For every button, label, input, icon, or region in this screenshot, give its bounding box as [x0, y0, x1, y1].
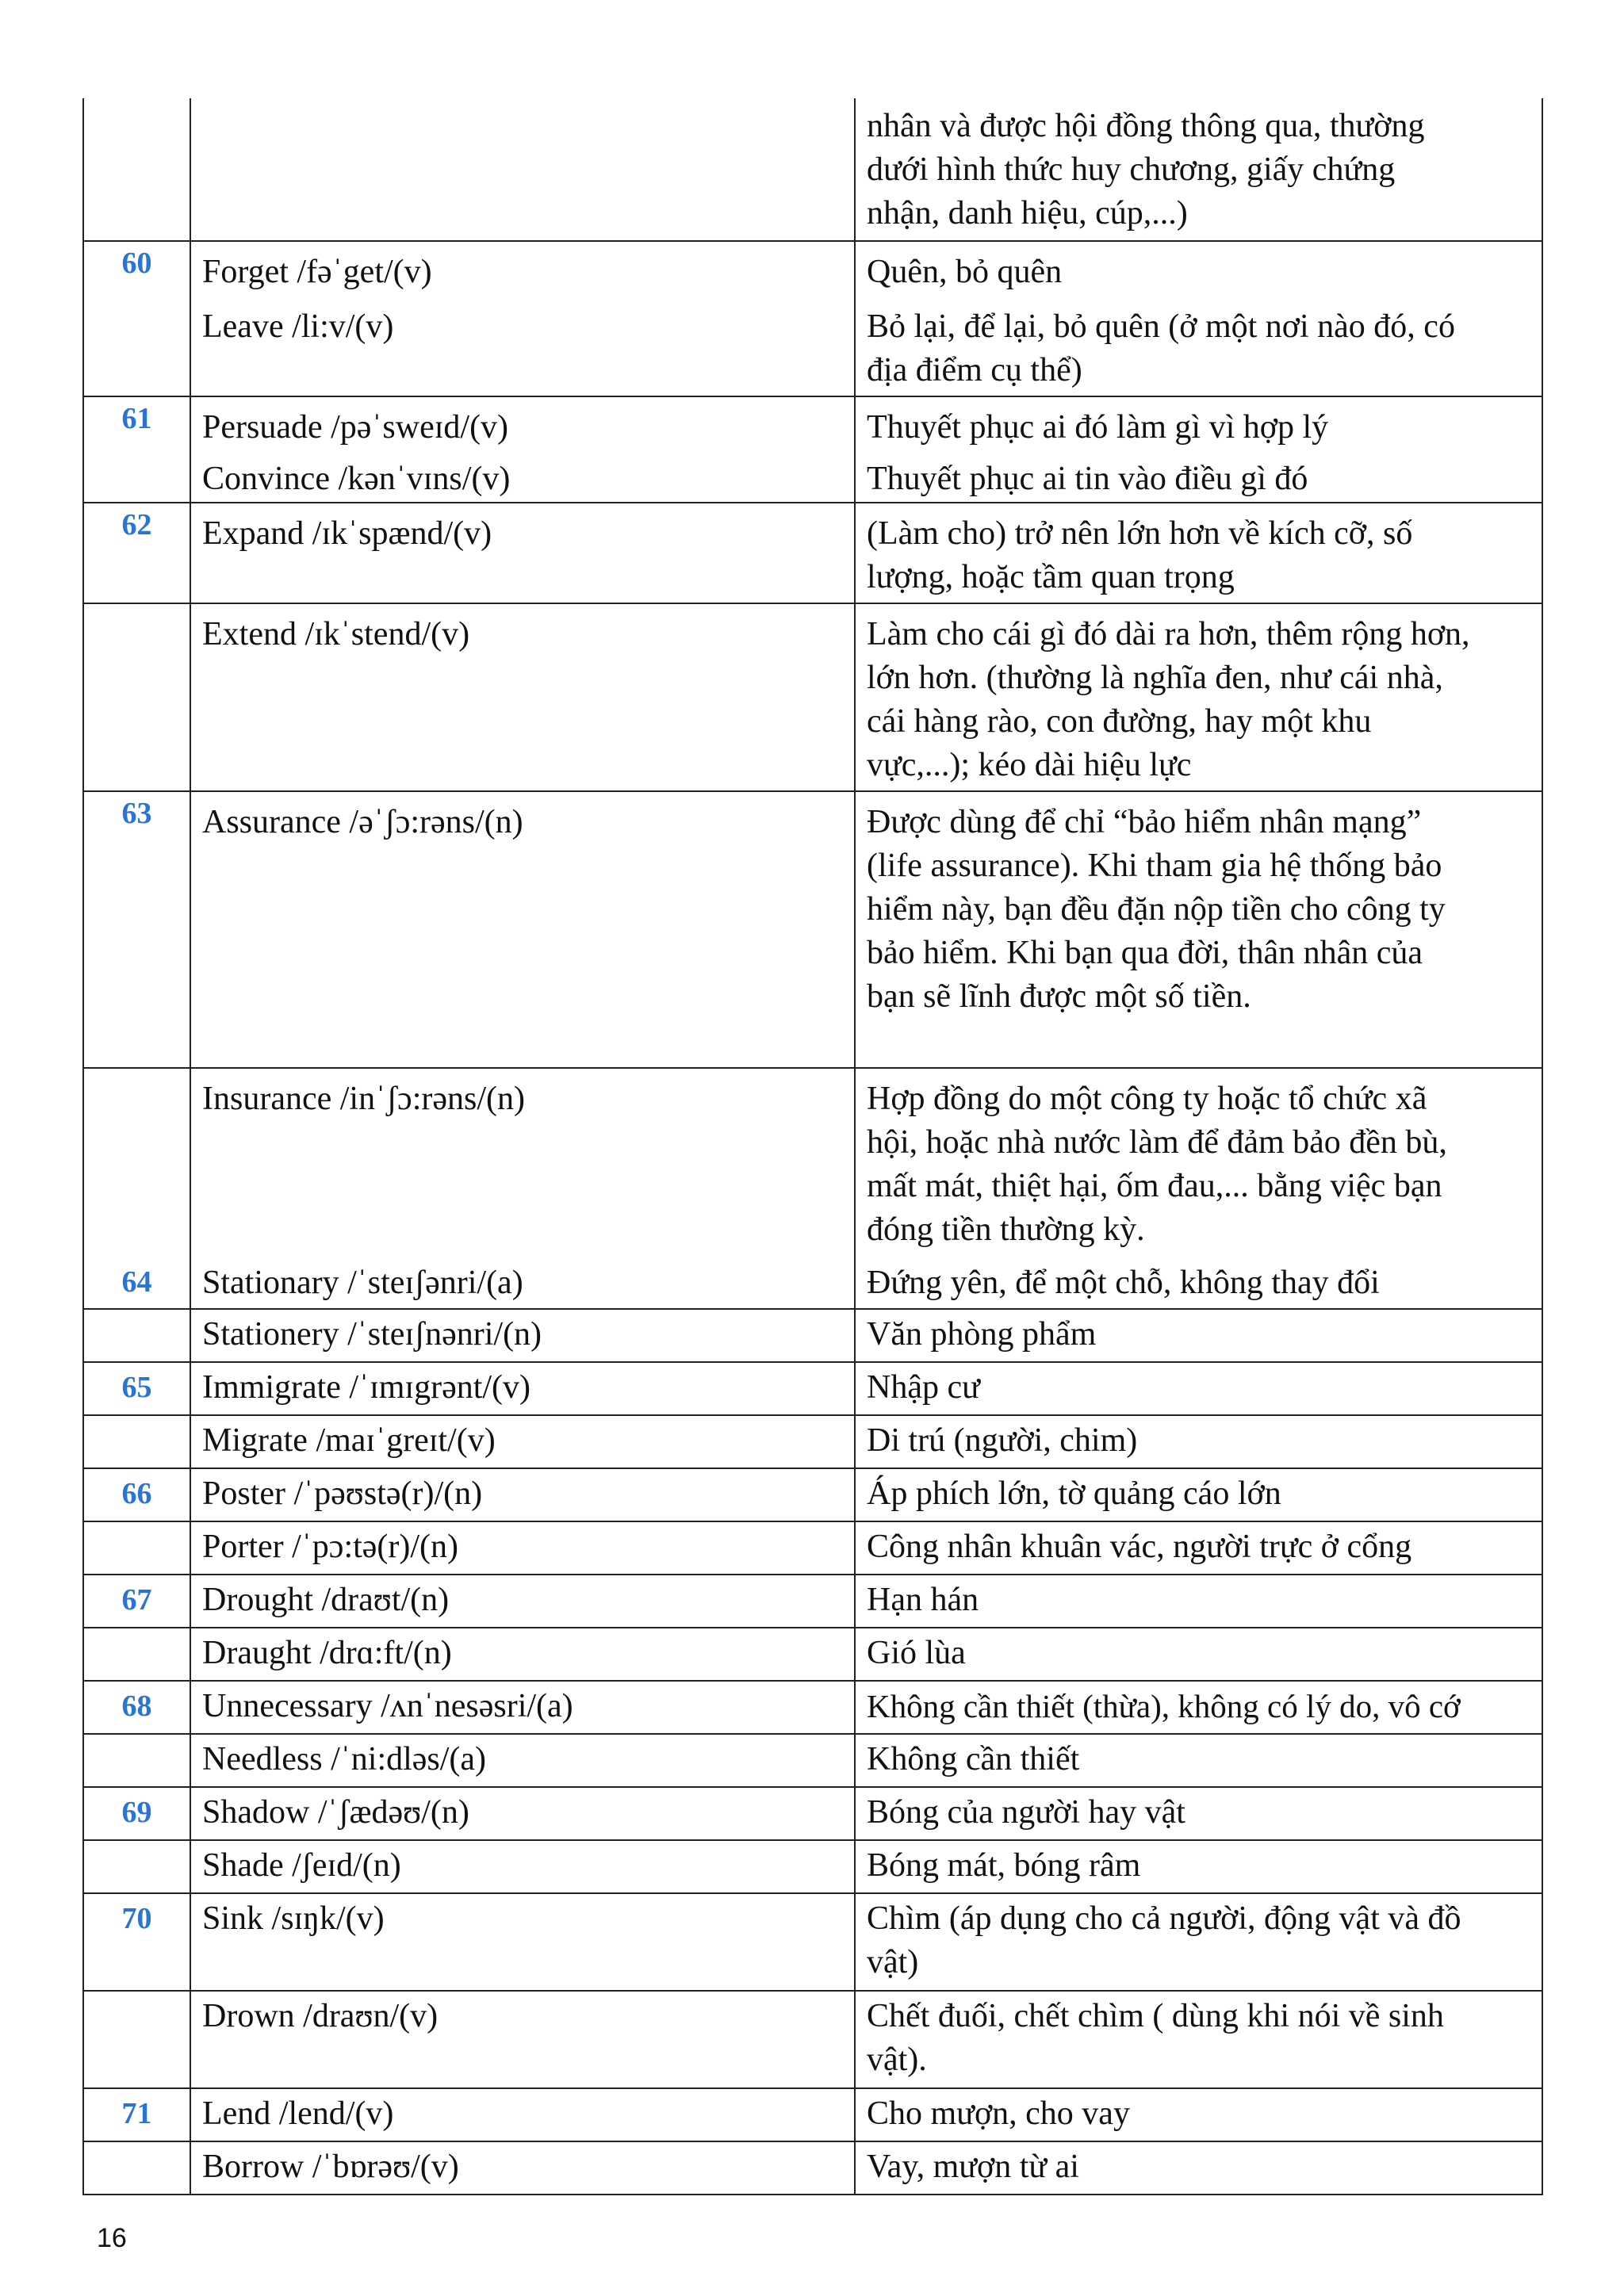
row-number: 67 — [83, 1575, 190, 1628]
row-number: 62 — [83, 503, 190, 603]
meaning-line: (Làm cho) trở nên lớn hơn về kích cỡ, số — [867, 515, 1413, 552]
meaning-line: đóng tiền thường kỳ. — [867, 1211, 1145, 1248]
word-entry: Convince /kənˈvɪns/(v) — [202, 461, 511, 497]
meaning-cell — [855, 1840, 1542, 1893]
word-cell — [190, 1068, 855, 1309]
meaning-cell — [855, 1575, 1542, 1628]
row-number: 63 — [83, 791, 190, 1068]
meaning-cell — [855, 603, 1542, 791]
row-number: 66 — [83, 1468, 190, 1521]
row-number: 70 — [83, 1893, 190, 1991]
meaning-cell — [855, 1787, 1542, 1840]
meaning-line: (life assurance). Khi tham gia hệ thống bảo — [867, 848, 1442, 884]
vocabulary-table — [82, 98, 1543, 2195]
meaning-line: Công nhân khuân vác, người trực ở cổng — [867, 1529, 1412, 1565]
word-entry: Sink /sɪŋk/(v) — [202, 1900, 385, 1937]
meaning-line: lớn hơn. (thường là nghĩa đen, như cái nhà, — [867, 660, 1443, 696]
table-row — [83, 791, 1542, 1068]
word-cell — [190, 791, 855, 1068]
word-cell — [190, 1575, 855, 1628]
row-number: 71 — [83, 2088, 190, 2141]
word-entry: Leave /li:v/(v) — [202, 308, 394, 345]
meaning-line: dưới hình thức huy chương, giấy chứng — [867, 151, 1396, 188]
row-number: 64 — [121, 1265, 152, 1299]
word-cell — [190, 503, 855, 603]
meaning-cell — [855, 1893, 1542, 1991]
word-entry: Persuade /pəˈsweɪd/(v) — [202, 409, 509, 446]
word-cell — [190, 1468, 855, 1521]
meaning-line: vật) — [867, 1944, 919, 1980]
word-cell — [190, 1840, 855, 1893]
table-row — [83, 1309, 1542, 1362]
table-row — [83, 1991, 1542, 2088]
meaning-cell — [855, 1415, 1542, 1468]
meaning-line: Không cần thiết — [867, 1741, 1080, 1777]
word-entry: Draught /drɑ:ft/(n) — [202, 1635, 452, 1671]
meaning-line: Bóng của người hay vật — [867, 1794, 1185, 1831]
table-row — [83, 503, 1542, 603]
meaning-cell — [855, 1628, 1542, 1681]
table-row — [83, 1575, 1542, 1628]
table-row — [83, 2088, 1542, 2141]
row-number-cell — [83, 98, 190, 241]
word-entry: Forget /fəˈget/(v) — [202, 254, 432, 290]
meaning-line: nhận, danh hiệu, cúp,...) — [867, 195, 1188, 232]
row-number: 68 — [83, 1681, 190, 1734]
meaning-line: bảo hiểm. Khi bạn qua đời, thân nhân của — [867, 935, 1423, 971]
row-number: 60 — [83, 241, 190, 396]
table-row — [83, 396, 1542, 503]
meaning-line: Bỏ lại, để lại, bỏ quên (ở một nơi nào đó, có — [867, 308, 1455, 345]
meaning-cell — [855, 1991, 1542, 2088]
table-row — [83, 1734, 1542, 1787]
word-entry: Drought /draʊt/(n) — [202, 1582, 450, 1618]
row-number-cell — [83, 1840, 190, 1893]
meaning-line: vật). — [867, 2042, 927, 2078]
word-entry: Immigrate /ˈɪmɪgrənt/(v) — [202, 1369, 531, 1406]
meaning-line: Thuyết phục ai tin vào điều gì đó — [867, 461, 1308, 497]
word-cell — [190, 1628, 855, 1681]
meaning-cell — [855, 503, 1542, 603]
meaning-cell — [855, 1681, 1542, 1734]
table-row — [83, 2141, 1542, 2195]
meaning-line: nhân và được hội đồng thông qua, thường — [867, 108, 1425, 144]
table-row — [83, 1068, 1542, 1309]
meaning-line: mất mát, thiệt hại, ốm đau,... bằng việc bạn — [867, 1168, 1442, 1204]
word-cell — [190, 396, 855, 503]
meaning-line: Gió lùa — [867, 1635, 966, 1671]
meaning-line: bạn sẽ lĩnh được một số tiền. — [867, 978, 1251, 1015]
row-number-cell — [83, 603, 190, 791]
word-cell — [190, 241, 855, 396]
meaning-line: Hợp đồng do một công ty hoặc tổ chức xã — [867, 1081, 1427, 1117]
table-row — [83, 1893, 1542, 1991]
meaning-cell — [855, 1521, 1542, 1575]
meaning-line: Di trú (người, chim) — [867, 1422, 1138, 1459]
row-number-cell — [83, 1309, 190, 1362]
meaning-line: Văn phòng phẩm — [867, 1316, 1097, 1353]
row-number-cell — [83, 2141, 190, 2195]
word-cell — [190, 1362, 855, 1415]
word-cell — [190, 2088, 855, 2141]
table-row — [83, 1681, 1542, 1734]
word-entry: Shadow /ˈʃædəʊ/(n) — [202, 1794, 469, 1831]
meaning-line: cái hàng rào, con đường, hay một khu — [867, 703, 1372, 740]
word-cell — [190, 1991, 855, 2088]
meaning-line: Không cần thiết (thừa), không có lý do, vô cớ — [867, 1688, 1461, 1724]
meaning-line: Bóng mát, bóng râm — [867, 1847, 1141, 1884]
meaning-line: Thuyết phục ai đó làm gì vì hợp lý — [867, 409, 1329, 446]
meaning-cell — [855, 2088, 1542, 2141]
word-cell — [190, 1681, 855, 1734]
meaning-cell — [855, 2141, 1542, 2195]
table-row — [83, 241, 1542, 396]
word-entry: Porter /ˈpɔ:tə(r)/(n) — [202, 1529, 459, 1565]
word-entry: Drown /draʊn/(v) — [202, 1998, 439, 2034]
word-entry: Poster /ˈpəʊstə(r)/(n) — [202, 1475, 483, 1512]
meaning-line: địa điểm cụ thể) — [867, 352, 1082, 388]
page-number: 16 — [97, 2223, 127, 2253]
meaning-line: hiểm này, bạn đều đặn nộp tiền cho công ty — [867, 891, 1446, 928]
word-entry: Shade /ʃeɪd/(n) — [202, 1847, 401, 1884]
word-entry: Lend /lend/(v) — [202, 2095, 394, 2132]
meaning-line: Cho mượn, cho vay — [867, 2095, 1130, 2132]
meaning-cell — [855, 791, 1542, 1068]
word-cell — [190, 1734, 855, 1787]
table-row — [83, 603, 1542, 791]
meaning-line: Áp phích lớn, tờ quảng cáo lớn — [867, 1475, 1281, 1512]
meaning-line: Đứng yên, để một chỗ, không thay đổi — [867, 1265, 1380, 1301]
table-row — [83, 98, 1542, 241]
meaning-line: Nhập cư — [867, 1369, 980, 1406]
meaning-cell — [855, 1468, 1542, 1521]
meaning-cell — [855, 1068, 1542, 1309]
word-cell — [190, 603, 855, 791]
row-number: 61 — [83, 396, 190, 503]
table-row — [83, 1415, 1542, 1468]
meaning-line: Vay, mượn từ ai — [867, 2149, 1079, 2185]
meaning-cell — [855, 1362, 1542, 1415]
row-number: 65 — [83, 1362, 190, 1415]
meaning-line: Quên, bỏ quên — [867, 254, 1063, 290]
table-row — [83, 1628, 1542, 1681]
word-cell — [190, 98, 855, 241]
meaning-cell — [855, 241, 1542, 396]
row-number-cell — [83, 1734, 190, 1787]
word-entry: Stationary /ˈsteɪʃənri/(a) — [202, 1265, 523, 1301]
meaning-line: Làm cho cái gì đó dài ra hơn, thêm rộng hơn, — [867, 616, 1470, 652]
word-entry: Extend /ɪkˈstend/(v) — [202, 616, 470, 652]
meaning-cell — [855, 1734, 1542, 1787]
meaning-line: Hạn hán — [867, 1582, 979, 1618]
table-row — [83, 1787, 1542, 1840]
word-entry: Needless /ˈni:dləs/(a) — [202, 1741, 487, 1777]
meaning-line: lượng, hoặc tầm quan trọng — [867, 559, 1235, 595]
table-row — [83, 1362, 1542, 1415]
word-cell — [190, 1415, 855, 1468]
meaning-line: Chìm (áp dụng cho cả người, động vật và đồ — [867, 1900, 1461, 1937]
word-entry: Assurance /əˈʃɔ:rəns/(n) — [202, 804, 523, 840]
word-cell — [190, 1309, 855, 1362]
word-entry: Stationery /ˈsteɪʃnənri/(n) — [202, 1316, 542, 1353]
row-number-cell — [83, 1628, 190, 1681]
meaning-line: hội, hoặc nhà nước làm để đảm bảo đền bù, — [867, 1124, 1447, 1161]
row-number: 69 — [83, 1787, 190, 1840]
row-number-cell — [83, 1991, 190, 2088]
meaning-cell — [855, 396, 1542, 503]
row-number-cell — [83, 1068, 190, 1309]
row-number-cell — [83, 1521, 190, 1575]
word-cell — [190, 1787, 855, 1840]
word-cell — [190, 1521, 855, 1575]
word-cell — [190, 1893, 855, 1991]
meaning-line: Được dùng để chỉ “bảo hiểm nhân mạng” — [867, 804, 1422, 840]
word-entry: Insurance /inˈʃɔ:rəns/(n) — [202, 1081, 525, 1117]
meaning-cell — [855, 1309, 1542, 1362]
table-row — [83, 1840, 1542, 1893]
row-number-cell — [83, 1415, 190, 1468]
word-entry: Migrate /maɪˈgreɪt/(v) — [202, 1422, 496, 1459]
word-entry: Borrow /ˈbɒrəʊ/(v) — [202, 2149, 459, 2185]
meaning-line: vực,...); kéo dài hiệu lực — [867, 747, 1192, 783]
word-entry: Expand /ɪkˈspænd/(v) — [202, 515, 492, 552]
table-row — [83, 1468, 1542, 1521]
table-row — [83, 1521, 1542, 1575]
meaning-line: Chết đuối, chết chìm ( dùng khi nói về sinh — [867, 1998, 1444, 2034]
word-entry: Unnecessary /ʌnˈnesəsri/(a) — [202, 1688, 573, 1724]
word-cell — [190, 2141, 855, 2195]
meaning-cell — [855, 98, 1542, 241]
